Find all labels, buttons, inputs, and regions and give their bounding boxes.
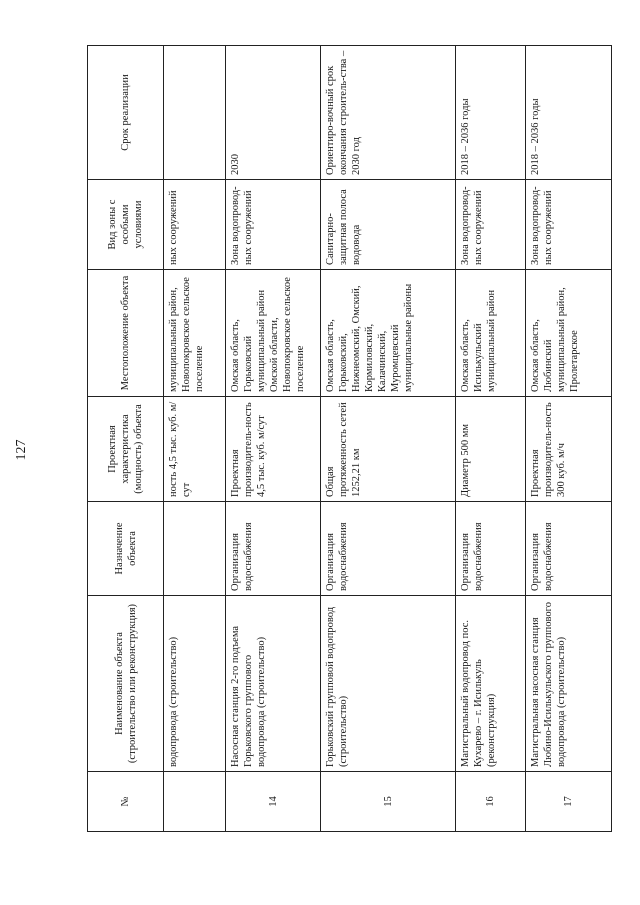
cell-term: Ориентиро-вочный срок окончания строитель-ства – 2030 год: [321, 46, 456, 180]
cell-zone: ных сооружений: [164, 180, 226, 270]
cell-purpose: Организация водоснабжения: [456, 502, 526, 596]
page-number: 127: [14, 439, 29, 461]
cell-purpose: Организация водоснабжения: [321, 502, 456, 596]
table-row: [526, 46, 612, 832]
header-purpose: Назначение объекта: [88, 502, 164, 596]
header-zone: Вид зоны с особыми условиями: [88, 180, 164, 270]
cell-capacity: Проектная производитель-ность 4,5 тыс. куб. м/сут: [226, 397, 321, 502]
header-name: Наименование объекта (строительство или реконструкция): [88, 596, 164, 772]
cell-name: Магистральный водопровод пос. Кухарево – г. Исилькуль (реконструкция): [456, 596, 526, 772]
cell-term: [164, 46, 226, 180]
cell-location: Омская область, Горьковский муниципальный район Омской области, Новопокровское сельское поселение: [226, 270, 321, 397]
table-row: [226, 46, 321, 832]
table-row: [456, 46, 526, 832]
cell-num: 14: [226, 772, 321, 832]
cell-name: водопровода (строительство): [164, 596, 226, 772]
cell-location: Омская область, Исилькульский муниципальный район: [456, 270, 526, 397]
cell-num: 16: [456, 772, 526, 832]
header-location: Местоположение объекта: [88, 270, 164, 397]
cell-num: 17: [526, 772, 612, 832]
cell-name: Магистральная насосная станция Любино-Исилькульского группового водопровода (строительство): [526, 596, 612, 772]
table-row: [164, 46, 226, 832]
projects-table: [87, 45, 612, 832]
table-row: [321, 46, 456, 832]
cell-capacity: Общая протяженность сетей 1252,21 км: [321, 397, 456, 502]
header-term: Срок реализации: [88, 46, 164, 180]
cell-purpose: Организация водоснабжения: [526, 502, 612, 596]
cell-num: [164, 772, 226, 832]
cell-capacity: ность 4,5 тыс. куб. м/сут: [164, 397, 226, 502]
table-header-row: [88, 46, 164, 832]
cell-name: Насосная станция 2-го подъема Горьковского группового водопровода (строительство): [226, 596, 321, 772]
cell-purpose: [164, 502, 226, 596]
cell-term: 2030: [226, 46, 321, 180]
cell-location: муниципальный район, Новопокровское сельское поселение: [164, 270, 226, 397]
cell-location: Омская область, Любинский муниципальный район, Пролетарское: [526, 270, 612, 397]
cell-capacity: Диаметр 500 мм: [456, 397, 526, 502]
cell-name: Горьковский групповой водопровод (строительство): [321, 596, 456, 772]
header-num: №: [88, 772, 164, 832]
cell-capacity: Проектная производитель-ность 300 куб. м/ч: [526, 397, 612, 502]
cell-zone: Санитарно-защитная полоса водовода: [321, 180, 456, 270]
cell-location: Омская область, Горьковский, Нижнеомский, Омский, Кормиловский, Калачинский, Муромцевский муниципальные районы: [321, 270, 456, 397]
cell-zone: Зона водопровод-ных сооружений: [526, 180, 612, 270]
cell-purpose: Организация водоснабжения: [226, 502, 321, 596]
cell-num: 15: [321, 772, 456, 832]
cell-zone: Зона водопровод-ных сооружений: [226, 180, 321, 270]
projects-table-container: [87, 46, 611, 832]
cell-term: 2018 – 2036 годы: [526, 46, 612, 180]
cell-zone: Зона водопровод-ных сооружений: [456, 180, 526, 270]
cell-term: 2018 – 2036 годы: [456, 46, 526, 180]
header-capacity: Проектная характеристика (мощность) объекта: [88, 397, 164, 502]
